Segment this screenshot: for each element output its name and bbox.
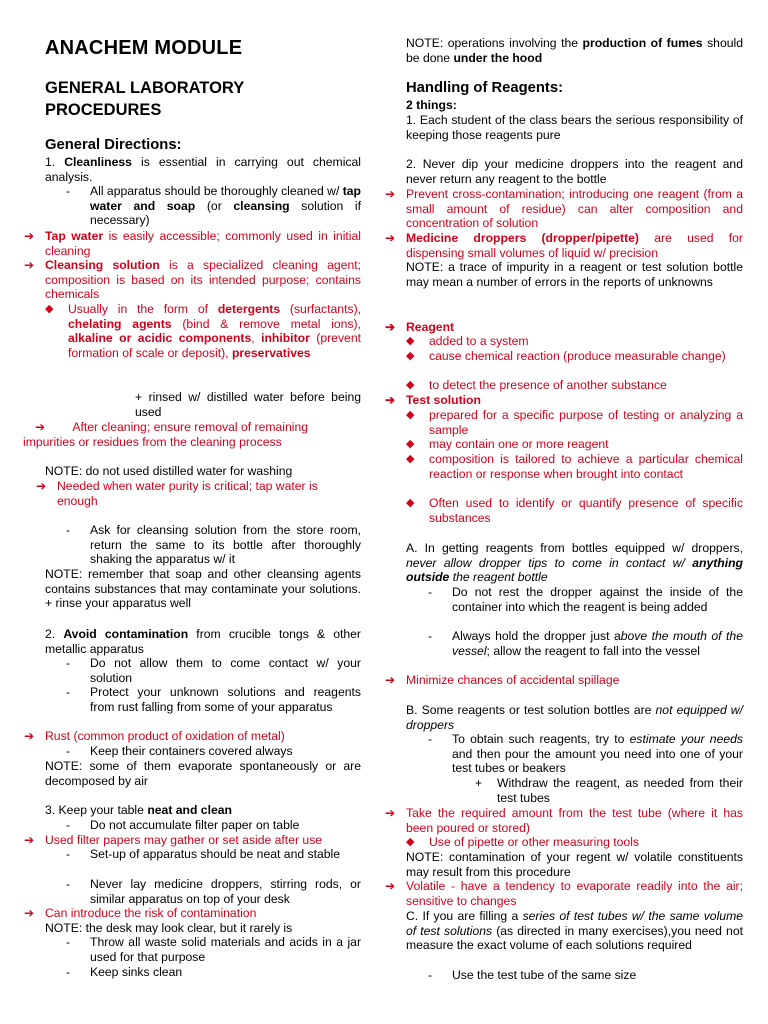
note-volatile: NOTE: contamination of your regent w/ volatile constituents may result from this procedure <box>406 850 743 879</box>
tap-water-arrow-item: ➔ Tap water is easily accessible; commonly used in initial cleaning <box>24 229 361 258</box>
arrow-icon: ➔ <box>385 393 396 407</box>
handling-reagents-heading: Handling of Reagents: <box>406 80 564 96</box>
dash-bullet: - <box>66 818 71 832</box>
arrow-icon: ➔ <box>385 231 396 245</box>
dash-bullet: - <box>66 523 71 537</box>
after-cleaning-arrow-item: ➔ After cleaning; ensure removal of remaining impurities or residues from the cleaning process <box>23 420 309 449</box>
note-evaporate: NOTE: some of them evaporate spontaneously or are decomposed by air <box>45 759 361 788</box>
reagent-item: ◆ added to a system <box>406 334 529 348</box>
dash-bullet: - <box>66 965 71 979</box>
thing-2: 2. Never dip your medicine droppers into the reagent and never return any reagent to the bottle <box>406 157 743 186</box>
dash-bullet: - <box>66 935 71 949</box>
section-title-line2: PROCEDURES <box>45 101 162 119</box>
note-trace: NOTE: a trace of impurity in a reagent or test solution bottle may mean a number of errors in the reports of unknowns <box>406 260 743 289</box>
needed-when-arrow-item: ➔ Needed when water purity is critical; tap water is enough <box>36 479 318 508</box>
cleansing-solution-arrow-item: ➔ Cleansing solution is a specialized cleaning agent; composition is based on its intended purpose; contains chemicals <box>24 258 362 302</box>
arrow-icon: ➔ <box>385 806 396 820</box>
take-required-arrow-item: ➔ Take the required amount from the test tube (where it has been poured or stored) <box>385 806 743 835</box>
prevent-arrow-item: ➔ Prevent cross-contamination; introducing one reagent (from a small amount of residue) can alter composition and concentration of solution <box>385 187 743 231</box>
reagent-item: ◆ to detect the presence of another substance <box>406 378 667 392</box>
arrow-icon: ➔ <box>385 320 396 334</box>
diamond-icon: ◆ <box>406 409 415 421</box>
note-soap: NOTE: remember that soap and other cleansing agents contains substances that may contaminate your solutions. + rinse your apparatus well <box>45 567 361 611</box>
section-c-intro: C. If you are filling a series of test tubes w/ the same volume of test solutions (as directed in many exercises),you need not measure the exact volume of each solutions required <box>406 909 743 953</box>
arrow-icon: ➔ <box>24 906 35 920</box>
module-title: ANACHEM MODULE <box>45 37 243 59</box>
arrow-icon: ➔ <box>385 879 396 893</box>
dash-bullet: - <box>66 847 71 861</box>
dash-bullet: - <box>428 585 433 599</box>
b-plus-item: + Withdraw the reagent, as needed from their test tubes <box>475 776 743 805</box>
ask-for-dash-item: - Ask for cleansing solution from the store room, return the same to its bottle after thoroughly shaking the apparatus w/ it <box>66 523 361 567</box>
plus-bullet: + <box>475 776 483 790</box>
diamond-icon: ◆ <box>45 303 54 315</box>
item-cleanliness: 1. Cleanliness is essential in carrying out chemical analysis. <box>45 155 361 184</box>
arrow-icon: ➔ <box>24 729 35 743</box>
test-solution-item: ◆ Often used to identify or quantify presence of specific substances <box>406 496 743 525</box>
arrow-icon: ➔ <box>24 229 35 243</box>
two-things-label: 2 things: <box>406 98 457 112</box>
apparatus-dash-item: - All apparatus should be thoroughly cleaned w/ tap water and soap (or cleansing solution if necessary) <box>66 184 361 228</box>
diamond-icon: ◆ <box>406 350 415 362</box>
reagent-arrow-heading: ➔ Reagent <box>385 320 455 334</box>
item-avoid-contamination: 2. Avoid contamination from crucible tongs & other metallic apparatus <box>45 627 361 656</box>
diamond-icon: ◆ <box>406 497 415 509</box>
used-filter-arrow-item: ➔ Used filter papers may gather or set aside after use <box>24 833 323 847</box>
medicine-droppers-arrow-item: ➔ Medicine droppers (dropper/pipette) are used for dispensing small volumes of liquid w/ precision <box>385 231 743 260</box>
dash-bullet: - <box>428 629 433 643</box>
thing-1: 1. Each student of the class bears the serious responsibility of keeping those reagents pure <box>406 113 743 142</box>
b-dash-item: - To obtain such reagents, try to estimate your needs and then pour the amount you need into one of your test tubes or beakers <box>428 732 744 776</box>
dash-bullet: - <box>66 184 71 198</box>
a-dash-item: - Always hold the dropper just above the mouth of the vessel; allow the reagent to fall into the vessel <box>428 629 743 658</box>
minimize-arrow-item: ➔ Minimize chances of accidental spillage <box>385 673 620 687</box>
arrow-icon: ➔ <box>385 673 396 687</box>
diamond-icon: ◆ <box>406 335 415 347</box>
diamond-icon: ◆ <box>406 836 415 848</box>
test-solution-item: ◆ prepared for a specific purpose of testing or analyzing a sample <box>406 408 743 437</box>
dash-bullet: - <box>66 656 71 670</box>
diamond-icon: ◆ <box>406 438 415 450</box>
dash-bullet: - <box>66 744 71 758</box>
reagent-item: ◆ cause chemical reaction (produce measurable change) <box>406 349 726 363</box>
protect-dash-item: - Protect your unknown solutions and reagents from rust falling from some of your apparatus <box>66 685 361 714</box>
no-filter-dash-item: - Do not accumulate filter paper on table <box>66 818 300 832</box>
arrow-icon: ➔ <box>385 187 396 201</box>
general-directions-heading: General Directions: <box>45 137 182 153</box>
section-b-intro: B. Some reagents or test solution bottles are not equipped w/ droppers <box>406 703 743 732</box>
diamond-icon: ◆ <box>406 453 415 465</box>
item-neat-clean: 3. Keep your table neat and clean <box>45 803 232 817</box>
dash-bullet: - <box>428 732 433 746</box>
c-dash-item: - Use the test tube of the same size <box>428 968 637 982</box>
test-solution-arrow-heading: ➔ Test solution <box>385 393 481 407</box>
dash-bullet: - <box>66 685 71 699</box>
diamond-icon: ◆ <box>406 379 415 391</box>
rust-arrow-item: ➔ Rust (common product of oxidation of metal) <box>24 729 285 743</box>
setup-dash-item: - Set-up of apparatus should be neat and stable <box>66 847 341 861</box>
volatile-arrow-item: ➔ Volatile - have a tendency to evaporate readily into the air; sensitive to changes <box>385 879 743 908</box>
use-pipette-diamond-item: ◆ Use of pipette or other measuring tools <box>406 835 640 849</box>
keep-sinks-dash-item: - Keep sinks clean <box>66 965 183 979</box>
never-lay-dash-item: - Never lay medicine droppers, stirring rods, or similar apparatus on top of your desk <box>66 877 361 906</box>
dash-bullet: - <box>428 968 433 982</box>
rinsed-plus-item: + rinsed w/ distilled water before being used <box>135 390 361 419</box>
throw-waste-dash-item: - Throw all waste solid materials and acids in a jar used for that purpose <box>66 935 361 964</box>
arrow-icon: ➔ <box>24 833 35 847</box>
a-dash-item: - Do not rest the dropper against the inside of the container into which the reagent is being added <box>428 585 743 614</box>
do-not-allow-dash-item: - Do not allow them to come contact w/ your solution <box>66 656 361 685</box>
dash-bullet: - <box>66 877 71 891</box>
section-title-line1: GENERAL LABORATORY <box>45 79 245 97</box>
keep-covered-dash-item: - Keep their containers covered always <box>66 744 293 758</box>
test-solution-item: ◆ composition is tailored to achieve a particular chemical reaction or response when brought into contact <box>406 452 743 481</box>
arrow-icon: ➔ <box>36 479 47 493</box>
test-solution-item: ◆ may contain one or more reagent <box>406 437 609 451</box>
section-a-intro: A. In getting reagents from bottles equipped w/ droppers, never allow dropper tips to come in contact w/ anything outside the reagent bottle <box>406 541 743 585</box>
note-fumes: NOTE: operations involving the production of fumes should be done under the hood <box>406 36 743 65</box>
arrow-icon: ➔ <box>35 420 46 434</box>
arrow-icon: ➔ <box>24 258 35 272</box>
usually-diamond-item: ◆ Usually in the form of detergents (surfactants), chelating agents (bind & remove metal ions), alkaline or acidic components, inhibitor (prevent formation of scale or deposit), preservatives <box>45 302 362 361</box>
note-desk: NOTE: the desk may look clear, but it rarely is <box>45 921 293 935</box>
note-distilled-water: NOTE: do not used distilled water for washing <box>45 464 293 478</box>
risk-arrow-item: ➔ Can introduce the risk of contamination <box>24 906 257 920</box>
